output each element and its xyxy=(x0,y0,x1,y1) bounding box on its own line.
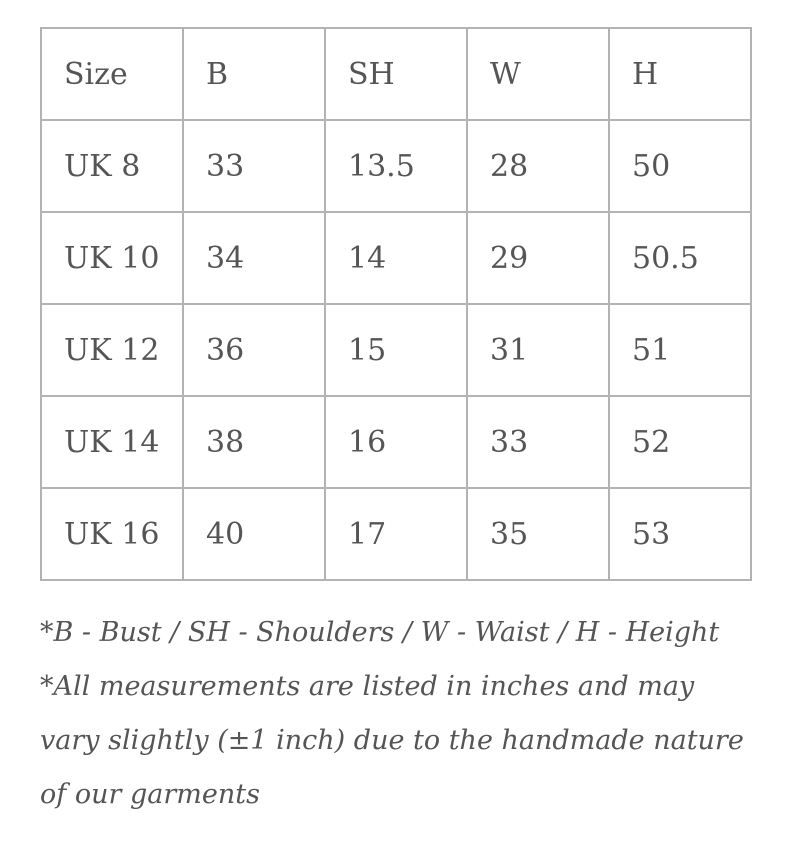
cell-bust: 34 xyxy=(183,212,325,304)
measurement-disclaimer: *All measurements are listed in inches and may vary slightly (±1 inch) due to the handmade nature of our garments xyxy=(40,671,744,810)
cell-height: 53 xyxy=(609,488,751,580)
table-header-row xyxy=(41,28,751,120)
header-height: H xyxy=(609,28,751,120)
cell-waist: 28 xyxy=(467,120,609,212)
cell-size: UK 12 xyxy=(41,304,183,396)
cell-bust: 38 xyxy=(183,396,325,488)
cell-waist: 35 xyxy=(467,488,609,580)
cell-height: 51 xyxy=(609,304,751,396)
cell-bust: 40 xyxy=(183,488,325,580)
size-chart-notes xyxy=(40,606,750,822)
cell-size: UK 10 xyxy=(41,212,183,304)
cell-waist: 31 xyxy=(467,304,609,396)
header-size: Size xyxy=(41,28,183,120)
size-chart-table xyxy=(40,27,752,581)
table-row xyxy=(41,304,751,396)
cell-shoulders: 13.5 xyxy=(325,120,467,212)
table-row xyxy=(41,396,751,488)
header-bust: B xyxy=(183,28,325,120)
header-shoulders: SH xyxy=(325,28,467,120)
cell-bust: 33 xyxy=(183,120,325,212)
cell-shoulders: 15 xyxy=(325,304,467,396)
cell-height: 52 xyxy=(609,396,751,488)
measurement-legend: *B - Bust / SH - Shoulders / W - Waist / H - Height xyxy=(40,617,720,648)
cell-shoulders: 17 xyxy=(325,488,467,580)
cell-waist: 33 xyxy=(467,396,609,488)
cell-size: UK 16 xyxy=(41,488,183,580)
cell-height: 50.5 xyxy=(609,212,751,304)
cell-bust: 36 xyxy=(183,304,325,396)
cell-size: UK 8 xyxy=(41,120,183,212)
table-row xyxy=(41,212,751,304)
cell-height: 50 xyxy=(609,120,751,212)
cell-size: UK 14 xyxy=(41,396,183,488)
header-waist: W xyxy=(467,28,609,120)
table-row xyxy=(41,488,751,580)
cell-waist: 29 xyxy=(467,212,609,304)
cell-shoulders: 14 xyxy=(325,212,467,304)
cell-shoulders: 16 xyxy=(325,396,467,488)
table-row xyxy=(41,120,751,212)
